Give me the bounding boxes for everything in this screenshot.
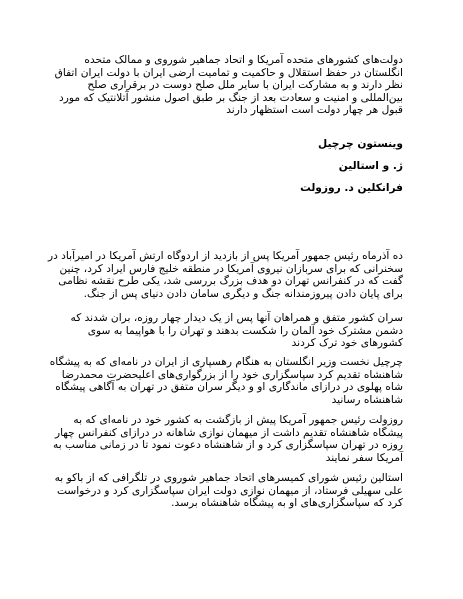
paragraph-stalin-telegram: استالین رئیس شورای کمیسرهای اتحاد جماهیر شوروی در تلگرافی که از باکو به علی سهیلی فرستاد، از میهمان نوازی دولت ایران سپاسگزاری کرد و درخواست کرد که سپاسگزاری‌های او به پیشگاه شاهنشاه برسد. [54,472,403,510]
signature-stalin: ژ. و استالین [338,160,403,172]
paragraph-leaders-departure: سران کشور متفق و همراهان آنها پس از یک دیدار چهار روزه، بران شدند که دشمن مشترک خود آلمان را شکست بدهند و تهران را با هواپیما به سوی کشورهای خود ترک کردند [70,312,403,350]
intro-paragraph: دولت‌های کشورهای متحده آمریکا و اتحاد جماهیر شوروی و ممالک متحده انگلستان در حفظ استقلال و حاکمیت و تمامیت ارضی ایران با دولت ایران اتفاق نظر دارند و به مشارکت ایران با سایر ملل صلح دوست در برقراری صلح بین‌المللی و امنیت و سعادت بعد از جنگ بر طبق اصول منشور آتلانتیک که مورد قبول هر چهار دولت است استظهار دارند [54,54,403,117]
paragraph-churchill-letter: چرچیل نخست وزیر انگلستان به هنگام رهسپاری از ایران در نامه‌ای که به پیشگاه شاهنشاه تقدیم کرد سپاسگزاری خود را از بزرگواری‌های اعلیحضرت محمدرضا شاه پهلوی در درازای ماندگاری او و دیگر سران متفق در تهران به آگاهی پیشگاه شاهنشاه رسانید [49,356,403,406]
signature-churchill: وینستون چرچیل [317,138,403,150]
signature-roosevelt: فرانکلین د. روزولت [300,182,403,194]
paragraph-roosevelt-speech: ده آذرماه رئیس جمهور آمریکا پس از بازدید از اردوگاه ارتش آمریکا در امیرآباد در سخنرانی که برای سربازان نیروی آمریکا در منطقه خلیج فارس ایراد کرد، چنین گفت که در کنفرانس تهران دو هدف بزرگ بررسی شد، یکی طرح نقشه نظامی برای پایان دادن پیروزمندانه جنگ و دیگری سامان دادن دنیای پس از جنگ. [47,250,403,300]
paragraph-roosevelt-letter: روزولت رئیس جمهور آمریکا پیش از بازگشت به کشور خود در نامه‌ای که به پیشگاه شاهنشاه تقدیم داشت از میهمان نوازی شاهانه در درازای کنفرانس چهار روزه در تهران سپاسگزاری کرد و از شاهنشاه دعوت نمود تا در زمانی مناسب به آمریکا سفر نمایند [53,414,403,464]
